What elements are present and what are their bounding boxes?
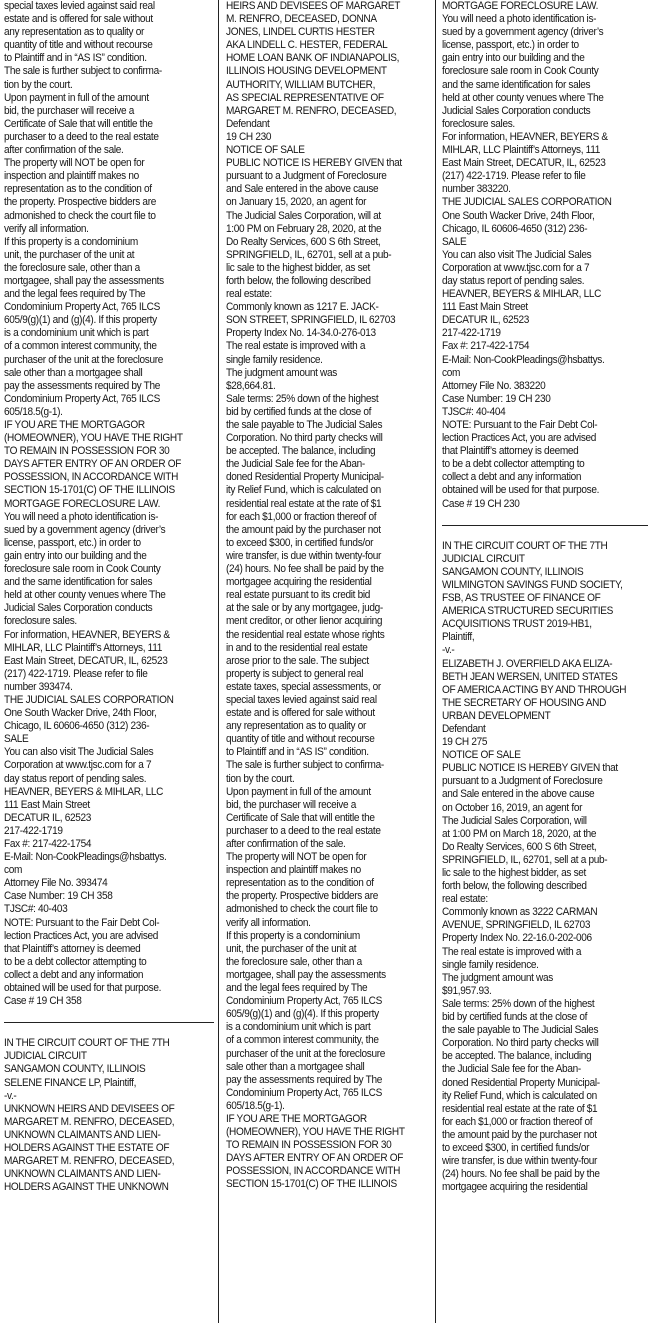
notice-line: The Judicial Sales Corporation, will xyxy=(442,814,587,827)
notice-line: purchaser of the unit at the foreclosure xyxy=(226,1047,386,1060)
notice-line: Attorney File No. 383220 xyxy=(442,379,546,392)
notice-line: is a condominium unit which is part xyxy=(226,1021,371,1034)
notice-line: WILMINGTON SAVINGS FUND SOCIETY, xyxy=(442,578,623,591)
notice-line: estate and is offered for sale without xyxy=(4,13,153,26)
notice-line: estate taxes, special assessments, or xyxy=(226,680,381,693)
notice-line: OF AMERICA ACTING BY AND THROUGH xyxy=(442,683,627,696)
notice-line: that Plaintiff’s attorney is deemed xyxy=(442,445,579,458)
notice-line: held at other county venues where The xyxy=(442,91,604,104)
notice-line: sale other than a mortgagee shall xyxy=(4,366,143,379)
notice-line: For information, HEAVNER, BEYERS & xyxy=(442,130,608,143)
notice-line: to be a debt collector attempting to xyxy=(442,458,585,471)
notice-line: the amount paid by the purchaser not xyxy=(442,1128,597,1141)
notice-line: bid by certified funds at the close of xyxy=(442,1011,588,1024)
legal-notice xyxy=(4,1037,214,1194)
notice-line: foreclosure sale room in Cook County xyxy=(442,65,599,78)
notice-line: NOTE: Pursuant to the Fair Debt Col- xyxy=(442,419,598,431)
notice-line: The real estate is improved with a xyxy=(442,945,582,958)
notice-line: THE SECRETARY OF HOUSING AND xyxy=(442,696,607,709)
notice-line: 19 CH 275 xyxy=(442,736,488,749)
notice-line: purchaser of the unit at the foreclosure xyxy=(4,353,164,366)
notice-line: POSSESSION, IN ACCORDANCE WITH xyxy=(4,471,179,484)
notice-line: and the same identification for sales xyxy=(4,576,153,589)
column-2 xyxy=(226,0,430,1323)
notice-line: foreclosure sales. xyxy=(442,117,515,130)
notice-line: AKA LINDELL C. HESTER, FEDERAL xyxy=(226,39,388,52)
notice-line: bid by certified funds at the close of xyxy=(226,405,372,418)
notice-line: of a common interest community, the xyxy=(226,1034,379,1047)
notice-line: The property will NOT be open for xyxy=(4,157,145,170)
notice-line: PUBLIC NOTICE IS HEREBY GIVEN that xyxy=(226,157,402,170)
notice-line: Attorney File No. 393474 xyxy=(4,877,108,890)
notice-line: Corporation. No third party checks will xyxy=(442,1037,599,1050)
notice-line: HEAVNER, BEYERS & MIHLAR, LLC xyxy=(4,785,164,798)
notice-line: verify all information. xyxy=(226,916,311,929)
notice-line: ACQUISITIONS TRUST 2019-HB1, xyxy=(442,618,592,631)
notice-line: real estate pursuant to its credit bid xyxy=(226,589,371,602)
notice-line: (24) hours. No fee shall be paid by the xyxy=(226,563,384,576)
notice-line: 217-422-1719 xyxy=(4,824,63,837)
notice-line: Case # 19 CH 358 xyxy=(4,995,82,1008)
notice-line: the foreclosure sale, other than a xyxy=(4,261,140,274)
notice-line: purchaser to a deed to the real estate xyxy=(4,130,159,143)
notice-line: inspection and plaintiff makes no xyxy=(4,170,139,183)
notice-line: BETH JEAN WERSEN, UNITED STATES xyxy=(442,670,618,683)
notice-line: UNKNOWN CLAIMANTS AND LIEN- xyxy=(4,1168,161,1181)
notice-line: SALE xyxy=(4,733,29,746)
notice-line: the foreclosure sale, other than a xyxy=(226,955,362,968)
notice-line: on October 16, 2019, an agent for xyxy=(442,801,583,814)
notice-line: MORTGAGE FORECLOSURE LAW. xyxy=(442,0,599,12)
notice-line: Case Number: 19 CH 230 xyxy=(442,392,551,405)
notice-line: to exceed $300, in certified funds/or xyxy=(226,536,374,549)
notice-line: of a common interest community, the xyxy=(4,340,157,353)
notice-line: TO REMAIN IN POSSESSION FOR 30 xyxy=(226,1139,392,1152)
notice-line: -v.- xyxy=(4,1089,17,1102)
notice-line: One South Wacker Drive, 24th Floor, xyxy=(442,209,595,222)
notice-line: HOME LOAN BANK OF INDIANAPOLIS, xyxy=(226,52,400,65)
notice-line: real estate: xyxy=(226,288,272,301)
notice-line: collect a debt and any information xyxy=(442,471,582,484)
notice-line: and Sale entered in the above cause xyxy=(226,183,379,196)
notice-line: MIHLAR, LLC Plaintiff’s Attorneys, 111 xyxy=(442,144,600,157)
notice-line: SECTION 15-1701(C) OF THE ILLINOIS xyxy=(226,1178,397,1191)
notice-line: SALE xyxy=(442,235,467,248)
notice-line: the amount paid by the purchaser not xyxy=(226,523,381,536)
notice-line: SANGAMON COUNTY, ILLINOIS xyxy=(442,565,584,578)
notice-line: IF YOU ARE THE MORTGAGOR xyxy=(4,419,145,431)
notice-line: obtained will be used for that purpose. xyxy=(4,982,162,995)
notice-line: estate and is offered for sale without xyxy=(226,707,375,720)
notice-line: single family residence. xyxy=(442,958,539,971)
notice-line: SON STREET, SPRINGFIELD, IL 62703 xyxy=(226,314,396,327)
notice-line: to exceed $300, in certified funds/or xyxy=(442,1141,590,1154)
notice-line: sued by a government agency (driver’s xyxy=(442,26,604,39)
notice-line: Case # 19 CH 230 xyxy=(442,497,520,510)
notice-line: East Main Street, DECATUR, IL, 62523 xyxy=(4,654,168,667)
notice-line: SELENE FINANCE LP, Plaintiff, xyxy=(4,1076,137,1089)
legal-notice xyxy=(226,0,430,1192)
notice-line: The sale is further subject to confirma- xyxy=(4,65,162,78)
notice-line: representation as to the condition of xyxy=(226,877,374,890)
notice-line: and the legal fees required by The xyxy=(4,288,146,301)
notice-line: pay the assessments required by The xyxy=(4,379,161,392)
notice-line: Fax #: 217-422-1754 xyxy=(4,838,92,850)
notice-line: HOLDERS AGAINST THE UNKNOWN xyxy=(4,1181,169,1194)
notice-line: Certificate of Sale that will entitle the xyxy=(4,117,153,130)
notice-line: Corporation at www.tjsc.com for a 7 xyxy=(4,759,152,772)
notice-line: (217) 422-1719. Please refer to file xyxy=(442,170,586,183)
notice-line: unit, the purchaser of the unit at xyxy=(226,942,357,955)
notice-line: Upon payment in full of the amount xyxy=(4,91,149,104)
notice-line: the sale payable to The Judicial Sales xyxy=(442,1024,599,1037)
notice-line: bid, the purchaser will receive a xyxy=(4,104,135,117)
notice-line: com xyxy=(4,864,23,877)
notice-line: quantity of title and without recourse xyxy=(226,733,375,746)
notice-line: For information, HEAVNER, BEYERS & xyxy=(4,628,170,641)
notice-line: The sale is further subject to confirma- xyxy=(226,759,384,772)
notice-line: IN THE CIRCUIT COURT OF THE 7TH xyxy=(442,539,608,552)
notice-line: UNKNOWN CLAIMANTS AND LIEN- xyxy=(4,1128,161,1141)
notice-line: the sale payable to The Judicial Sales xyxy=(226,419,383,431)
notice-line: JONES, LINDEL CURTIS HESTER xyxy=(226,26,375,39)
notice-line: and the same identification for sales xyxy=(442,78,591,91)
notice-line: collect a debt and any information xyxy=(4,968,144,981)
notice-line: purchaser to a deed to the real estate xyxy=(226,824,381,837)
notice-line: E-Mail: Non-CookPleadings@hsbattys. xyxy=(4,851,167,864)
legal-notice xyxy=(442,540,648,1195)
notice-line: obtained will be used for that purpose. xyxy=(442,484,600,497)
notice-line: JUDICIAL CIRCUIT xyxy=(442,552,525,565)
notice-line: day status report of pending sales. xyxy=(4,772,147,785)
notice-line: Corporation. No third party checks will xyxy=(226,432,383,445)
notice-line: NOTICE OF SALE xyxy=(442,749,521,762)
notice-line: HOLDERS AGAINST THE ESTATE OF xyxy=(4,1141,170,1154)
notice-line: $28,664.81. xyxy=(226,379,276,392)
notice-line: IF YOU ARE THE MORTGAGOR xyxy=(226,1112,367,1125)
notice-line: after confirmation of the sale. xyxy=(4,144,124,157)
notice-line: after confirmation of the sale. xyxy=(226,838,346,850)
notice-line: unit, the purchaser of the unit at xyxy=(4,248,135,261)
notice-line: The judgment amount was xyxy=(226,366,337,379)
notice-line: You can also visit The Judicial Sales xyxy=(442,248,592,261)
notice-line: verify all information. xyxy=(4,222,89,235)
notice-line: 605/18.5(g-1). xyxy=(4,405,63,418)
notice-line: on January 15, 2020, an agent for xyxy=(226,196,367,209)
notice-line: real estate: xyxy=(442,893,488,906)
notice-line: Condominium Property Act, 765 ILCS xyxy=(4,301,160,314)
notice-line: JUDICIAL CIRCUIT xyxy=(4,1050,87,1063)
notice-line: representation as to the condition of xyxy=(4,183,152,196)
notice-line: Defendant xyxy=(442,722,486,735)
notice-line: and Sale entered in the above cause xyxy=(442,788,595,801)
notice-line: Sale terms: 25% down of the highest xyxy=(226,392,379,405)
notice-line: Condominium Property Act, 765 ILCS xyxy=(226,995,382,1008)
notice-line: You will need a photo identification is- xyxy=(4,510,159,523)
legal-notice xyxy=(4,0,214,1008)
notice-line: Commonly known as 1217 E. JACK- xyxy=(226,301,379,314)
notice-line: You will need a photo identification is- xyxy=(442,13,597,26)
notice-line: be accepted. The balance, including xyxy=(442,1050,592,1063)
notice-line: The real estate is improved with a xyxy=(226,340,366,353)
notice-line: One South Wacker Drive, 24th Floor, xyxy=(4,707,157,720)
notice-line: 605/9(g)(1) and (g)(4). If this property xyxy=(4,314,157,327)
notice-line: 605/18.5(g-1). xyxy=(226,1099,285,1112)
notice-line: Plaintiff, xyxy=(442,631,475,644)
notice-line: SPRINGFIELD, IL, 62701, sell at a pub- xyxy=(442,853,608,866)
notice-line: MARGARET M. RENFRO, DECEASED, xyxy=(226,104,397,117)
notice-line: POSSESSION, IN ACCORDANCE WITH xyxy=(226,1165,401,1178)
notice-line: the residential real estate whose rights xyxy=(226,628,385,641)
notice-line: license, passport, etc.) in order to xyxy=(442,39,579,52)
notice-line: in and to the residential real estate xyxy=(226,641,368,654)
notice-line: foreclosure sale room in Cook County xyxy=(4,563,161,576)
notice-line: forth below, the following described xyxy=(442,880,587,893)
notice-line: residential real estate at the rate of $1 xyxy=(442,1102,598,1115)
notice-line: ment creditor, or other lienor acquiring xyxy=(226,615,383,628)
notice-line: admonished to check the court file to xyxy=(4,209,156,222)
notice-line: for each $1,000 or fraction thereof of xyxy=(442,1115,593,1128)
notice-line: special taxes levied against said real xyxy=(4,0,155,12)
notice-line: arose prior to the sale. The subject xyxy=(226,654,369,667)
notice-line: The Judicial Sales Corporation, will at xyxy=(226,209,381,222)
notice-line: ity Relief Fund, which is calculated on xyxy=(226,484,381,497)
notice-line: be accepted. The balance, including xyxy=(226,445,376,458)
notice-line: Chicago, IL 60606-4650 (312) 236- xyxy=(4,720,150,733)
notice-line: SECTION 15-1701(C) OF THE ILLINOIS xyxy=(4,484,175,497)
notice-line: mortgagee, shall pay the assessments xyxy=(4,274,164,287)
notice-line: wire transfer, is due within twenty-four xyxy=(442,1155,598,1168)
notice-line: special taxes levied against said real xyxy=(226,693,377,706)
notice-line: Property Index No. 14-34.0-276-013 xyxy=(226,327,376,340)
notice-line: FSB, AS TRUSTEE OF FINANCE OF xyxy=(442,592,601,605)
notice-line: ELIZABETH J. OVERFIELD AKA ELIZA- xyxy=(442,657,613,670)
notice-line: MARGARET M. RENFRO, DECEASED, xyxy=(4,1115,175,1128)
notice-line: TO REMAIN IN POSSESSION FOR 30 xyxy=(4,445,170,458)
notice-line: The judgment amount was xyxy=(442,971,553,984)
notice-line: URBAN DEVELOPMENT xyxy=(442,709,551,722)
notice-line: to Plaintiff and in “AS IS” condition. xyxy=(226,746,369,759)
column-divider xyxy=(435,0,436,1323)
notice-line: lic sale to the highest bidder, as set xyxy=(226,261,371,274)
notice-line: (HOMEOWNER), YOU HAVE THE RIGHT xyxy=(4,432,183,445)
notice-line: IN THE CIRCUIT COURT OF THE 7TH xyxy=(4,1037,170,1050)
notice-line: SPRINGFIELD, IL, 62701, sell at a pub- xyxy=(226,248,392,261)
notice-line: Condominium Property Act, 765 ILCS xyxy=(226,1086,382,1099)
notice-line: pursuant to a Judgment of Foreclosure xyxy=(442,775,603,788)
notice-line: If this property is a condominium xyxy=(4,235,138,248)
notice-line: Chicago, IL 60606-4650 (312) 236- xyxy=(442,222,588,235)
notice-line: to be a debt collector attempting to xyxy=(4,955,147,968)
notice-line: foreclosure sales. xyxy=(4,615,77,628)
notice-line: tion by the court. xyxy=(4,78,73,91)
notice-line: DAYS AFTER ENTRY OF AN ORDER OF xyxy=(226,1152,404,1165)
notice-line: $91,957.93. xyxy=(442,984,492,997)
notice-line: any representation as to quality or xyxy=(226,720,366,733)
notice-line: If this property is a condominium xyxy=(226,929,360,942)
column-3 xyxy=(442,0,648,1323)
notice-line: for each $1,000 or fraction thereof of xyxy=(226,510,377,523)
notice-line: SANGAMON COUNTY, ILLINOIS xyxy=(4,1063,146,1076)
notice-line: mortgagee acquiring the residential xyxy=(226,576,372,589)
notice-line: Judicial Sales Corporation conducts xyxy=(4,602,153,615)
notice-line: property is subject to general real xyxy=(226,667,364,680)
notice-line: number 383220. xyxy=(442,183,511,196)
notice-line: The property will NOT be open for xyxy=(226,851,367,864)
notice-line: the Judicial Sale fee for the Aban- xyxy=(226,458,365,471)
notice-line: AUTHORITY, WILLIAM BUTCHER, xyxy=(226,78,376,91)
notice-line: M. RENFRO, DECEASED, DONNA xyxy=(226,13,377,26)
notice-line: 1:00 PM on February 28, 2020, at the xyxy=(226,222,382,235)
notice-line: is a condominium unit which is part xyxy=(4,327,149,340)
notice-line: to Plaintiff and in “AS IS” condition. xyxy=(4,52,147,65)
notice-line: MORTGAGE FORECLOSURE LAW. xyxy=(4,497,161,510)
notice-line: ILLINOIS HOUSING DEVELOPMENT xyxy=(226,65,387,78)
notice-line: forth below, the following described xyxy=(226,274,371,287)
notice-line: gain entry into our building and the xyxy=(4,549,147,562)
notice-line: com xyxy=(442,366,461,379)
notice-line: the property. Prospective bidders are xyxy=(4,196,156,209)
notice-line: Condominium Property Act, 765 ILCS xyxy=(4,392,160,405)
notice-line: DECATUR IL, 62523 xyxy=(442,314,530,327)
notice-line: PUBLIC NOTICE IS HEREBY GIVEN that xyxy=(442,762,618,775)
notice-separator xyxy=(442,525,648,526)
notice-line: AS SPECIAL REPRESENTATIVE OF xyxy=(226,91,384,104)
notice-line: 19 CH 230 xyxy=(226,130,272,143)
notice-line: TJSC#: 40-403 xyxy=(4,903,68,916)
notice-line: mortgagee, shall pay the assessments xyxy=(226,968,386,981)
notice-line: NOTE: Pursuant to the Fair Debt Col- xyxy=(4,916,160,929)
notice-line: at the sale or by any mortgagee, judg- xyxy=(226,602,383,615)
notice-line: Sale terms: 25% down of the highest xyxy=(442,997,595,1010)
notice-line: MIHLAR, LLC Plaintiff’s Attorneys, 111 xyxy=(4,641,162,654)
notice-line: Commonly known as 3222 CARMAN xyxy=(442,906,598,919)
notice-line: pursuant to a Judgment of Foreclosure xyxy=(226,170,387,183)
notice-line: (24) hours. No fee shall be paid by the xyxy=(442,1168,600,1181)
notice-line: (217) 422-1719. Please refer to file xyxy=(4,667,148,680)
notice-line: lection Practices Act, you are advised xyxy=(4,929,159,942)
notice-line: Do Realty Services, 600 S 6th Street, xyxy=(442,840,597,853)
notice-line: number 393474. xyxy=(4,680,73,693)
notice-line: license, passport, etc.) in order to xyxy=(4,536,141,549)
notice-line: residential real estate at the rate of $1 xyxy=(226,497,382,510)
notice-line: AMERICA STRUCTURED SECURITIES xyxy=(442,605,613,618)
notice-line: sued by a government agency (driver’s xyxy=(4,523,166,536)
notice-line: at 1:00 PM on March 18, 2020, at the xyxy=(442,827,597,840)
notice-line: wire transfer, is due within twenty-four xyxy=(226,549,382,562)
notice-line: Case Number: 19 CH 358 xyxy=(4,890,113,903)
notice-line: 217-422-1719 xyxy=(442,327,501,340)
notice-line: HEAVNER, BEYERS & MIHLAR, LLC xyxy=(442,288,602,301)
notice-line: gain entry into our building and the xyxy=(442,52,585,65)
notice-line: ity Relief Fund, which is calculated on xyxy=(442,1089,597,1102)
notice-line: DAYS AFTER ENTRY OF AN ORDER OF xyxy=(4,458,182,471)
notice-line: (HOMEOWNER), YOU HAVE THE RIGHT xyxy=(226,1126,405,1139)
notice-line: sale other than a mortgagee shall xyxy=(226,1060,365,1073)
notice-line: mortgagee acquiring the residential xyxy=(442,1181,588,1194)
notice-line: Property Index No. 22-16.0-202-006 xyxy=(442,932,592,945)
notice-line: Corporation at www.tjsc.com for a 7 xyxy=(442,261,590,274)
legal-notice xyxy=(442,0,648,511)
notice-line: 111 East Main Street xyxy=(4,798,90,811)
notice-separator xyxy=(4,1022,214,1023)
notice-line: 111 East Main Street xyxy=(442,301,528,314)
notice-line: TJSC#: 40-404 xyxy=(442,405,506,418)
notice-line: held at other county venues where The xyxy=(4,589,166,602)
notice-line: Defendant xyxy=(226,117,270,130)
notice-line: AVENUE, SPRINGFIELD, IL 62703 xyxy=(442,919,591,932)
notice-line: Upon payment in full of the amount xyxy=(226,785,371,798)
notice-line: DECATUR IL, 62523 xyxy=(4,811,92,824)
notice-line: and the legal fees required by The xyxy=(226,982,368,995)
notice-line: THE JUDICIAL SALES CORPORATION xyxy=(442,196,612,209)
notice-line: inspection and plaintiff makes no xyxy=(226,864,361,877)
notice-line: doned Residential Property Municipal- xyxy=(442,1076,600,1089)
notice-line: doned Residential Property Municipal- xyxy=(226,471,384,484)
notice-line: Certificate of Sale that will entitle the xyxy=(226,811,375,824)
notice-line: -v.- xyxy=(442,644,455,657)
notice-line: lection Practices Act, you are advised xyxy=(442,432,597,445)
notice-line: the property. Prospective bidders are xyxy=(226,890,378,903)
notice-line: tion by the court. xyxy=(226,772,295,785)
notice-line: Fax #: 217-422-1754 xyxy=(442,340,530,353)
notice-line: single family residence. xyxy=(226,353,323,366)
notice-line: East Main Street, DECATUR, IL, 62523 xyxy=(442,157,606,170)
notice-line: that Plaintiff’s attorney is deemed xyxy=(4,942,141,955)
notice-line: bid, the purchaser will receive a xyxy=(226,798,357,811)
notice-line: Do Realty Services, 600 S 6th Street, xyxy=(226,235,381,248)
column-divider xyxy=(218,0,219,1323)
notice-line: MARGARET M. RENFRO, DECEASED, xyxy=(4,1155,175,1168)
notice-line: THE JUDICIAL SALES CORPORATION xyxy=(4,693,174,706)
column-1 xyxy=(4,0,214,1323)
notice-line: pay the assessments required by The xyxy=(226,1073,383,1086)
notice-line: quantity of title and without recourse xyxy=(4,39,153,52)
notice-line: any representation as to quality or xyxy=(4,26,144,39)
notice-line: You can also visit The Judicial Sales xyxy=(4,746,154,759)
notice-line: NOTICE OF SALE xyxy=(226,144,305,157)
notice-line: 605/9(g)(1) and (g)(4). If this property xyxy=(226,1008,379,1021)
notice-line: Judicial Sales Corporation conducts xyxy=(442,104,591,117)
notice-line: E-Mail: Non-CookPleadings@hsbattys. xyxy=(442,353,605,366)
notice-line: HEIRS AND DEVISEES OF MARGARET xyxy=(226,0,401,12)
notice-line: day status report of pending sales. xyxy=(442,274,585,287)
notice-line: admonished to check the court file to xyxy=(226,903,378,916)
notice-line: lic sale to the highest bidder, as set xyxy=(442,867,587,879)
notice-line: UNKNOWN HEIRS AND DEVISEES OF xyxy=(4,1102,175,1115)
notice-line: the Judicial Sale fee for the Aban- xyxy=(442,1063,581,1076)
